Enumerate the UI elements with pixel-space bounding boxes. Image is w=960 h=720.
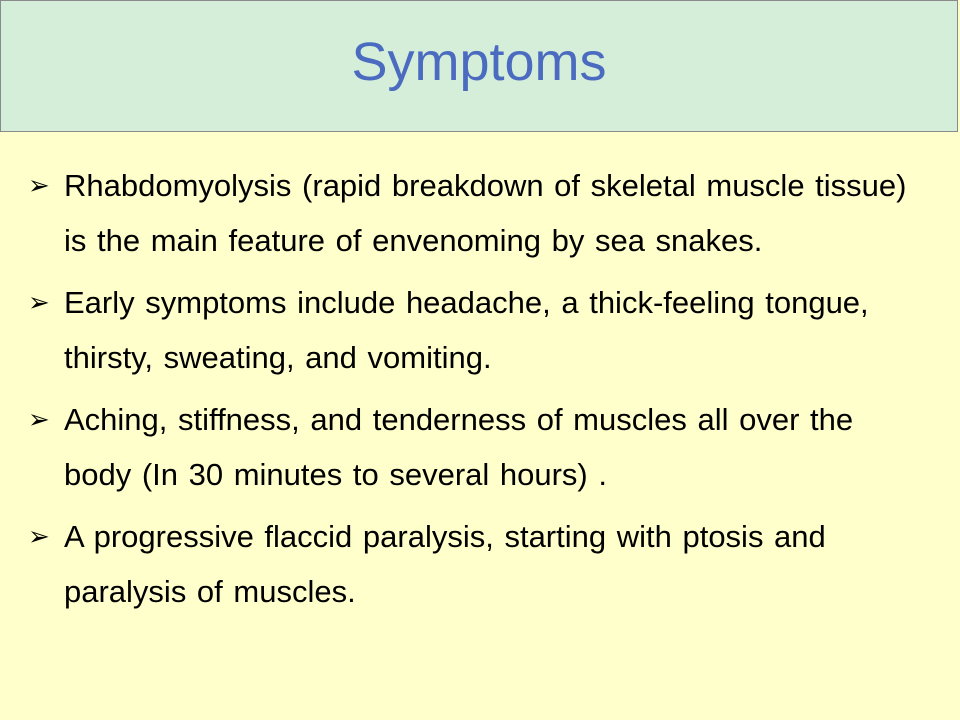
bullet-text: Rhabdomyolysis (rapid breakdown of skeletal muscle tissue) is the main feature of envenoming by sea snakes.	[64, 168, 907, 258]
arrow-bullet-icon: ➢	[28, 521, 50, 551]
arrow-bullet-icon: ➢	[28, 404, 50, 434]
bullet-text: A progressive flaccid paralysis, starting with ptosis and paralysis of muscles.	[64, 519, 826, 609]
title-banner	[0, 0, 958, 132]
arrow-bullet-icon: ➢	[28, 287, 50, 317]
bullet-text: Early symptoms include headache, a thick-feeling tongue, thirsty, sweating, and vomiting.	[64, 285, 869, 375]
bullet-item	[28, 158, 928, 268]
bullet-list	[28, 158, 928, 626]
bullet-text: Aching, stiffness, and tenderness of muscles all over the body (In 30 minutes to several hours) .	[64, 402, 854, 492]
arrow-bullet-icon: ➢	[28, 170, 50, 200]
bullet-item	[28, 392, 928, 502]
bullet-item	[28, 275, 928, 385]
bullet-item	[28, 509, 928, 619]
slide-title: Symptoms	[351, 32, 607, 92]
